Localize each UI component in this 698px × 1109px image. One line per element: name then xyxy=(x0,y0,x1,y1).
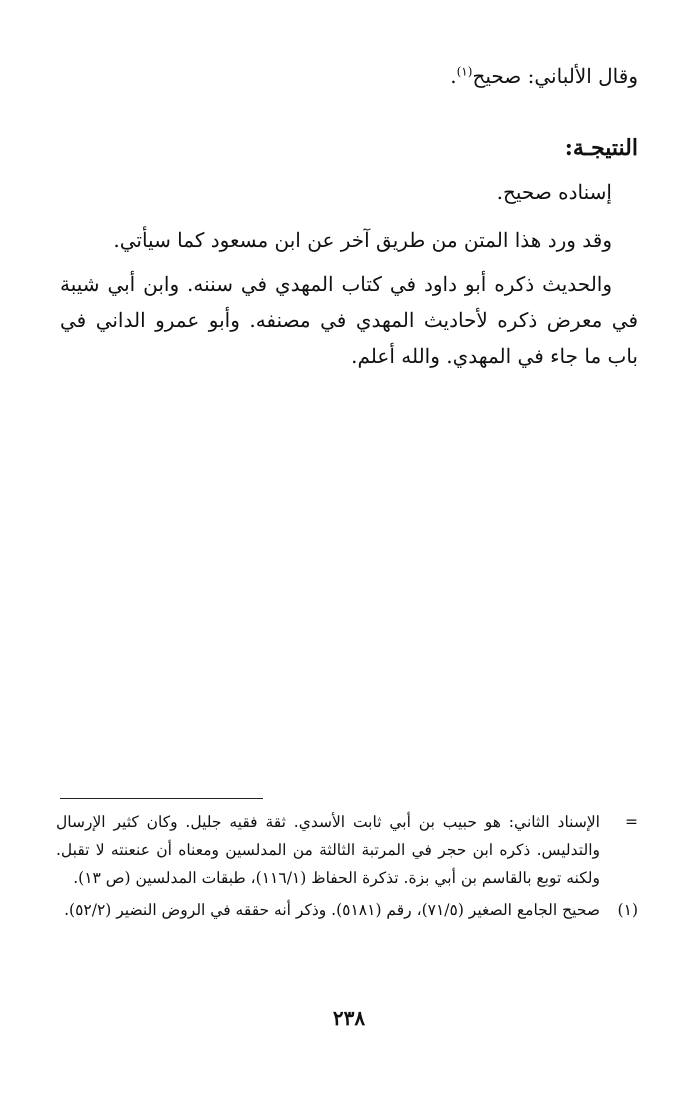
section-heading: النتيجـة: xyxy=(564,135,638,161)
footnote-marker: (١) xyxy=(617,901,638,919)
opening-line-text: وقال الألباني: صحيح xyxy=(472,64,638,88)
footnote-separator xyxy=(60,798,263,799)
opening-line-end: . xyxy=(450,64,457,88)
footnote-1 xyxy=(56,896,638,924)
footnote-reference: (١) xyxy=(456,64,473,79)
paragraph-other-route: وقد ورد هذا المتن من طريق آخر عن ابن مسعود كما سيأتي. xyxy=(113,228,612,252)
footnote-text: صحيح الجامع الصغير (٧١/٥)، رقم (٥١٨١). وذكر أنه حققه في الروض النضير (٥٢/٢). xyxy=(64,901,600,919)
footnotes xyxy=(56,808,638,928)
paragraph-isnad: إسناده صحيح. xyxy=(496,180,612,204)
paragraph-hadith-sources: والحديث ذكره أبو داود في كتاب المهدي في سننه. وابن أبي شيبة في معرض ذكره لأحاديث المهدي في مصنفه. وأبو عمرو الداني في باب ما جاء في المهدي. والله أعلم. xyxy=(60,272,638,368)
footnote-marker: = xyxy=(625,813,638,831)
footnote-continued xyxy=(56,808,638,892)
opening-line xyxy=(60,58,638,94)
page-number: ٢٣٨ xyxy=(332,1006,366,1030)
footnote-text: الإسناد الثاني: هو حبيب بن أبي ثابت الأسدي. ثقة فقيه جليل. وكان كثير الإرسال والتدليس. ذكره ابن حجر في المرتبة الثالثة من المدلسين ومعناه أن عنعنته لا تقبل. ولكنه توبع بالقاسم بن أبي بزة. تذكرة الحفاظ (١١٦/١)، طبقات المدلسين (ص ١٣). xyxy=(56,813,600,887)
